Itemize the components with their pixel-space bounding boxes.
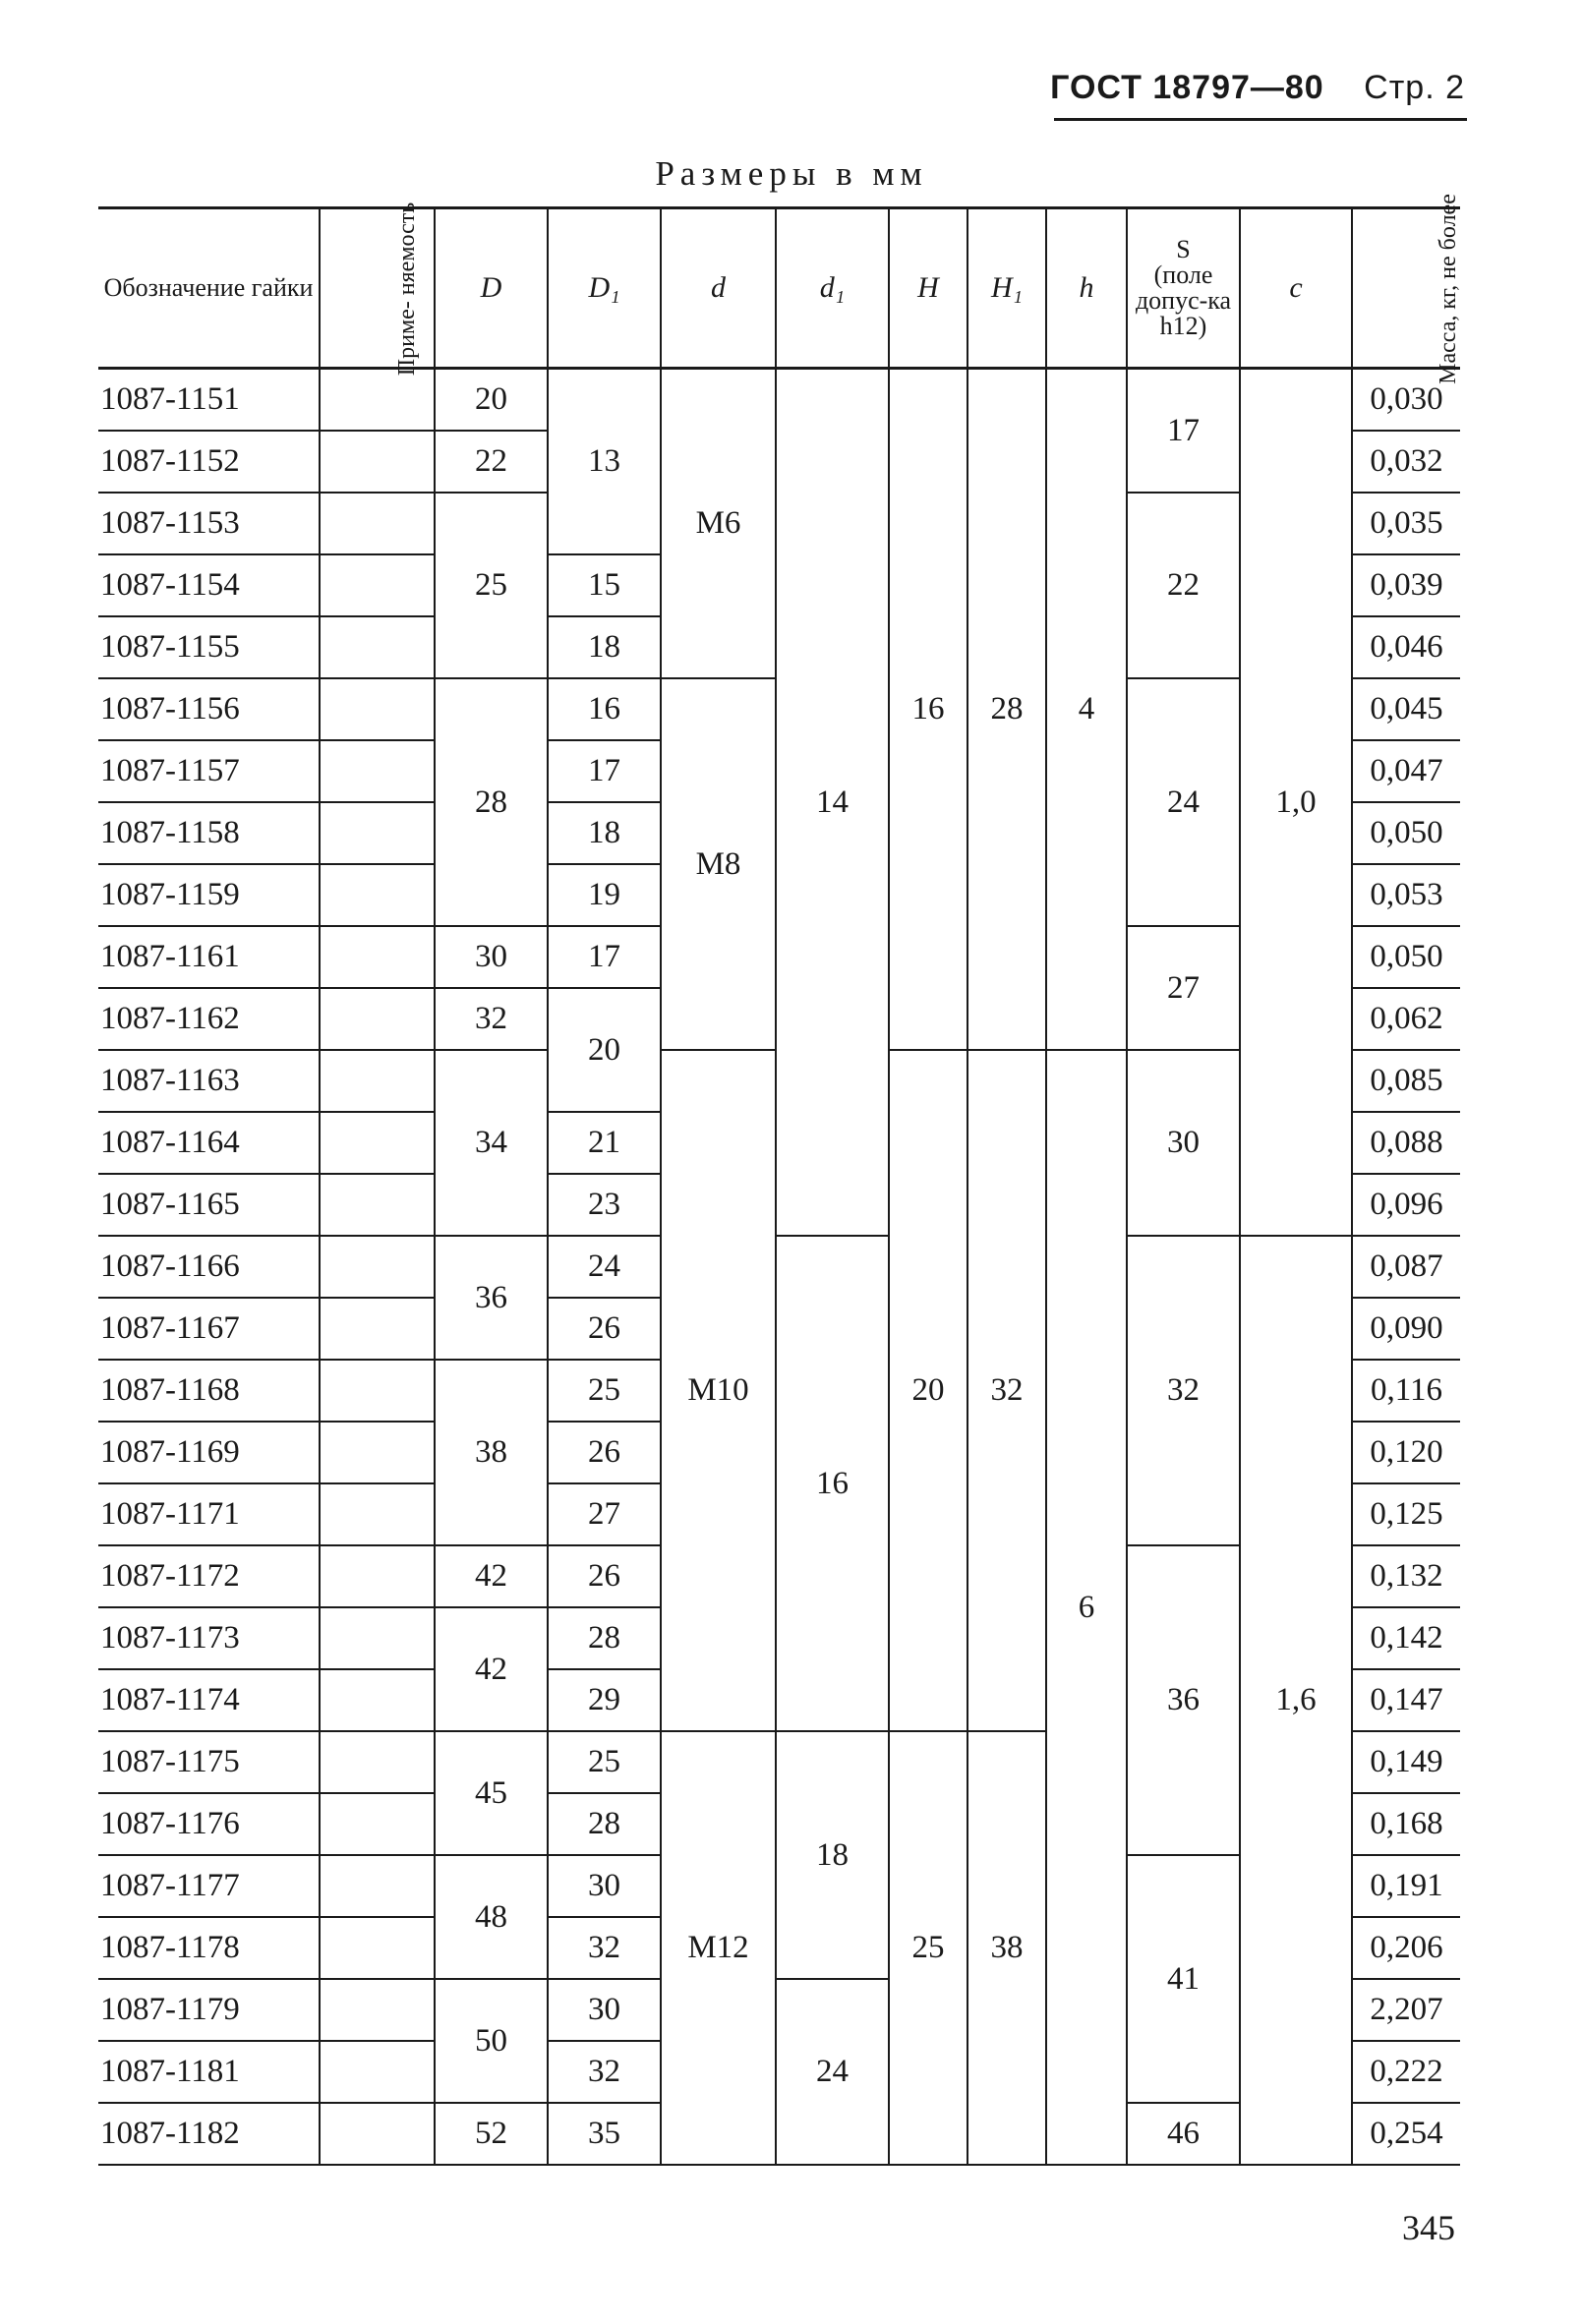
cell-D1: 13	[548, 369, 661, 555]
cell-D1: 30	[548, 1979, 661, 2041]
cell-mass: 0,254	[1352, 2103, 1460, 2165]
cell-h: 6	[1046, 1050, 1127, 2165]
table-row	[98, 369, 1460, 432]
col-d1: d₁	[776, 208, 889, 369]
cell-applicability	[320, 988, 435, 1050]
page-header	[1050, 69, 1465, 107]
cell-D1: 20	[548, 988, 661, 1112]
cell-applicability	[320, 1545, 435, 1607]
cell-applicability	[320, 864, 435, 926]
cell-mass: 0,053	[1352, 864, 1460, 926]
col-H1: H₁	[967, 208, 1046, 369]
cell-D1: 17	[548, 740, 661, 802]
cell-S: 27	[1127, 926, 1240, 1050]
cell-mass: 0,090	[1352, 1298, 1460, 1360]
cell-D: 36	[435, 1236, 548, 1360]
cell-applicability	[320, 1112, 435, 1174]
cell-applicability	[320, 2103, 435, 2165]
cell-D1: 26	[548, 1298, 661, 1360]
cell-mass: 2,207	[1352, 1979, 1460, 2041]
cell-H1: 32	[967, 1050, 1046, 1731]
header-rule	[1054, 118, 1467, 121]
cell-mass: 0,085	[1352, 1050, 1460, 1112]
cell-mass: 0,116	[1352, 1360, 1460, 1422]
cell-mass: 0,206	[1352, 1917, 1460, 1979]
cell-S: 22	[1127, 493, 1240, 678]
cell-D1: 26	[548, 1545, 661, 1607]
cell-D1: 28	[548, 1793, 661, 1855]
cell-designation: 1087-1151	[98, 369, 320, 432]
cell-designation: 1087-1158	[98, 802, 320, 864]
cell-D: 48	[435, 1855, 548, 1979]
cell-mass: 0,142	[1352, 1607, 1460, 1669]
cell-D1: 30	[548, 1855, 661, 1917]
col-D1: D₁	[548, 208, 661, 369]
cell-mass: 0,168	[1352, 1793, 1460, 1855]
cell-mass: 0,050	[1352, 802, 1460, 864]
cell-D1: 21	[548, 1112, 661, 1174]
cell-mass: 0,222	[1352, 2041, 1460, 2103]
cell-designation: 1087-1167	[98, 1298, 320, 1360]
cell-designation: 1087-1161	[98, 926, 320, 988]
cell-designation: 1087-1162	[98, 988, 320, 1050]
cell-D: 30	[435, 926, 548, 988]
cell-applicability	[320, 926, 435, 988]
cell-designation: 1087-1159	[98, 864, 320, 926]
cell-applicability	[320, 1236, 435, 1298]
table-header-row	[98, 208, 1460, 369]
cell-D1: 17	[548, 926, 661, 988]
cell-d: M8	[661, 678, 776, 1050]
cell-applicability	[320, 369, 435, 432]
cell-D: 42	[435, 1607, 548, 1731]
col-h: h	[1046, 208, 1127, 369]
cell-d1: 14	[776, 369, 889, 1237]
cell-D1: 27	[548, 1483, 661, 1545]
cell-mass: 0,125	[1352, 1483, 1460, 1545]
cell-d1: 16	[776, 1236, 889, 1731]
cell-D: 22	[435, 431, 548, 493]
nut-table	[98, 194, 1461, 2166]
cell-designation: 1087-1166	[98, 1236, 320, 1298]
cell-h: 4	[1046, 369, 1127, 1051]
cell-applicability	[320, 1422, 435, 1483]
cell-applicability	[320, 616, 435, 678]
cell-H: 16	[889, 369, 967, 1051]
cell-H1: 28	[967, 369, 1046, 1051]
cell-applicability	[320, 1979, 435, 2041]
cell-applicability	[320, 431, 435, 493]
cell-D1: 32	[548, 2041, 661, 2103]
cell-D: 42	[435, 1545, 548, 1607]
cell-applicability	[320, 678, 435, 740]
cell-applicability	[320, 1793, 435, 1855]
cell-D1: 24	[548, 1236, 661, 1298]
cell-S: 24	[1127, 678, 1240, 926]
cell-D1: 18	[548, 616, 661, 678]
cell-D: 25	[435, 493, 548, 678]
cell-designation: 1087-1173	[98, 1607, 320, 1669]
col-c: c	[1240, 208, 1352, 369]
cell-designation: 1087-1178	[98, 1917, 320, 1979]
page-number: 345	[1402, 2208, 1455, 2247]
cell-H: 25	[889, 1731, 967, 2165]
cell-applicability	[320, 1917, 435, 1979]
col-mass: Масса, кг, не более	[1352, 208, 1460, 369]
cell-mass: 0,147	[1352, 1669, 1460, 1731]
cell-mass: 0,132	[1352, 1545, 1460, 1607]
cell-designation: 1087-1153	[98, 493, 320, 554]
cell-applicability	[320, 493, 435, 554]
cell-mass: 0,032	[1352, 431, 1460, 493]
cell-applicability	[320, 2041, 435, 2103]
cell-mass: 0,088	[1352, 1112, 1460, 1174]
cell-D1: 26	[548, 1422, 661, 1483]
cell-D1: 18	[548, 802, 661, 864]
cell-c: 1,0	[1240, 369, 1352, 1237]
cell-D1: 32	[548, 1917, 661, 1979]
cell-designation: 1087-1157	[98, 740, 320, 802]
cell-d1: 18	[776, 1731, 889, 1979]
cell-S: 46	[1127, 2103, 1240, 2165]
cell-mass: 0,096	[1352, 1174, 1460, 1236]
cell-designation: 1087-1176	[98, 1793, 320, 1855]
col-D: D	[435, 208, 548, 369]
col-d: d	[661, 208, 776, 369]
cell-D: 32	[435, 988, 548, 1050]
dimensions-table	[98, 194, 1461, 2166]
cell-D1: 35	[548, 2103, 661, 2165]
cell-D1: 15	[548, 554, 661, 616]
cell-D1: 25	[548, 1731, 661, 1793]
cell-d: M6	[661, 369, 776, 679]
cell-mass: 0,149	[1352, 1731, 1460, 1793]
cell-mass: 0,039	[1352, 554, 1460, 616]
cell-designation: 1087-1181	[98, 2041, 320, 2103]
cell-designation: 1087-1177	[98, 1855, 320, 1917]
cell-mass: 0,035	[1352, 493, 1460, 554]
cell-c: 1,6	[1240, 1236, 1352, 2165]
cell-mass: 0,120	[1352, 1422, 1460, 1483]
cell-D: 38	[435, 1360, 548, 1545]
cell-D1: 16	[548, 678, 661, 740]
cell-designation: 1087-1171	[98, 1483, 320, 1545]
cell-S: 36	[1127, 1545, 1240, 1855]
col-designation: Обозначение гайки	[98, 208, 320, 369]
cell-applicability	[320, 1360, 435, 1422]
cell-designation: 1087-1168	[98, 1360, 320, 1422]
cell-designation: 1087-1179	[98, 1979, 320, 2041]
cell-mass: 0,047	[1352, 740, 1460, 802]
cell-d: M12	[661, 1731, 776, 2165]
standard-number: ГОСТ 18797—80	[1050, 69, 1324, 106]
cell-D1: 28	[548, 1607, 661, 1669]
cell-designation: 1087-1174	[98, 1669, 320, 1731]
cell-designation: 1087-1152	[98, 431, 320, 493]
cell-designation: 1087-1169	[98, 1422, 320, 1483]
page-label: Стр. 2	[1364, 69, 1465, 106]
cell-designation: 1087-1175	[98, 1731, 320, 1793]
cell-D: 50	[435, 1979, 548, 2103]
units-caption: Размеры в мм	[655, 154, 928, 193]
cell-D1: 19	[548, 864, 661, 926]
cell-S: 17	[1127, 369, 1240, 494]
cell-S: 32	[1127, 1236, 1240, 1545]
cell-applicability	[320, 1731, 435, 1793]
cell-designation: 1087-1164	[98, 1112, 320, 1174]
cell-applicability	[320, 1607, 435, 1669]
cell-D: 52	[435, 2103, 548, 2165]
cell-S: 41	[1127, 1855, 1240, 2103]
cell-d1: 24	[776, 1979, 889, 2165]
cell-D: 45	[435, 1731, 548, 1855]
cell-designation: 1087-1172	[98, 1545, 320, 1607]
cell-applicability	[320, 1050, 435, 1112]
cell-D1: 23	[548, 1174, 661, 1236]
table-row	[98, 1236, 1460, 1298]
cell-D: 20	[435, 369, 548, 432]
cell-designation: 1087-1154	[98, 554, 320, 616]
cell-designation: 1087-1156	[98, 678, 320, 740]
cell-applicability	[320, 740, 435, 802]
cell-mass: 0,062	[1352, 988, 1460, 1050]
cell-applicability	[320, 554, 435, 616]
cell-mass: 0,050	[1352, 926, 1460, 988]
cell-applicability	[320, 1855, 435, 1917]
cell-mass: 0,045	[1352, 678, 1460, 740]
cell-applicability	[320, 802, 435, 864]
cell-designation: 1087-1163	[98, 1050, 320, 1112]
cell-D1: 25	[548, 1360, 661, 1422]
col-H: H	[889, 208, 967, 369]
cell-applicability	[320, 1298, 435, 1360]
cell-designation: 1087-1155	[98, 616, 320, 678]
cell-mass: 0,046	[1352, 616, 1460, 678]
cell-H1: 38	[967, 1731, 1046, 2165]
cell-D: 28	[435, 678, 548, 926]
col-applicability: Приме- няемость	[320, 208, 435, 369]
cell-mass: 0,191	[1352, 1855, 1460, 1917]
cell-H: 20	[889, 1050, 967, 1731]
cell-applicability	[320, 1669, 435, 1731]
cell-D: 34	[435, 1050, 548, 1236]
cell-applicability	[320, 1174, 435, 1236]
cell-S: 30	[1127, 1050, 1240, 1236]
col-S: S (поле допус-ка h12)	[1127, 208, 1240, 369]
cell-designation: 1087-1165	[98, 1174, 320, 1236]
cell-mass: 0,087	[1352, 1236, 1460, 1298]
cell-mass: 0,030	[1352, 369, 1460, 432]
cell-applicability	[320, 1483, 435, 1545]
cell-designation: 1087-1182	[98, 2103, 320, 2165]
cell-d: M10	[661, 1050, 776, 1731]
cell-D1: 29	[548, 1669, 661, 1731]
